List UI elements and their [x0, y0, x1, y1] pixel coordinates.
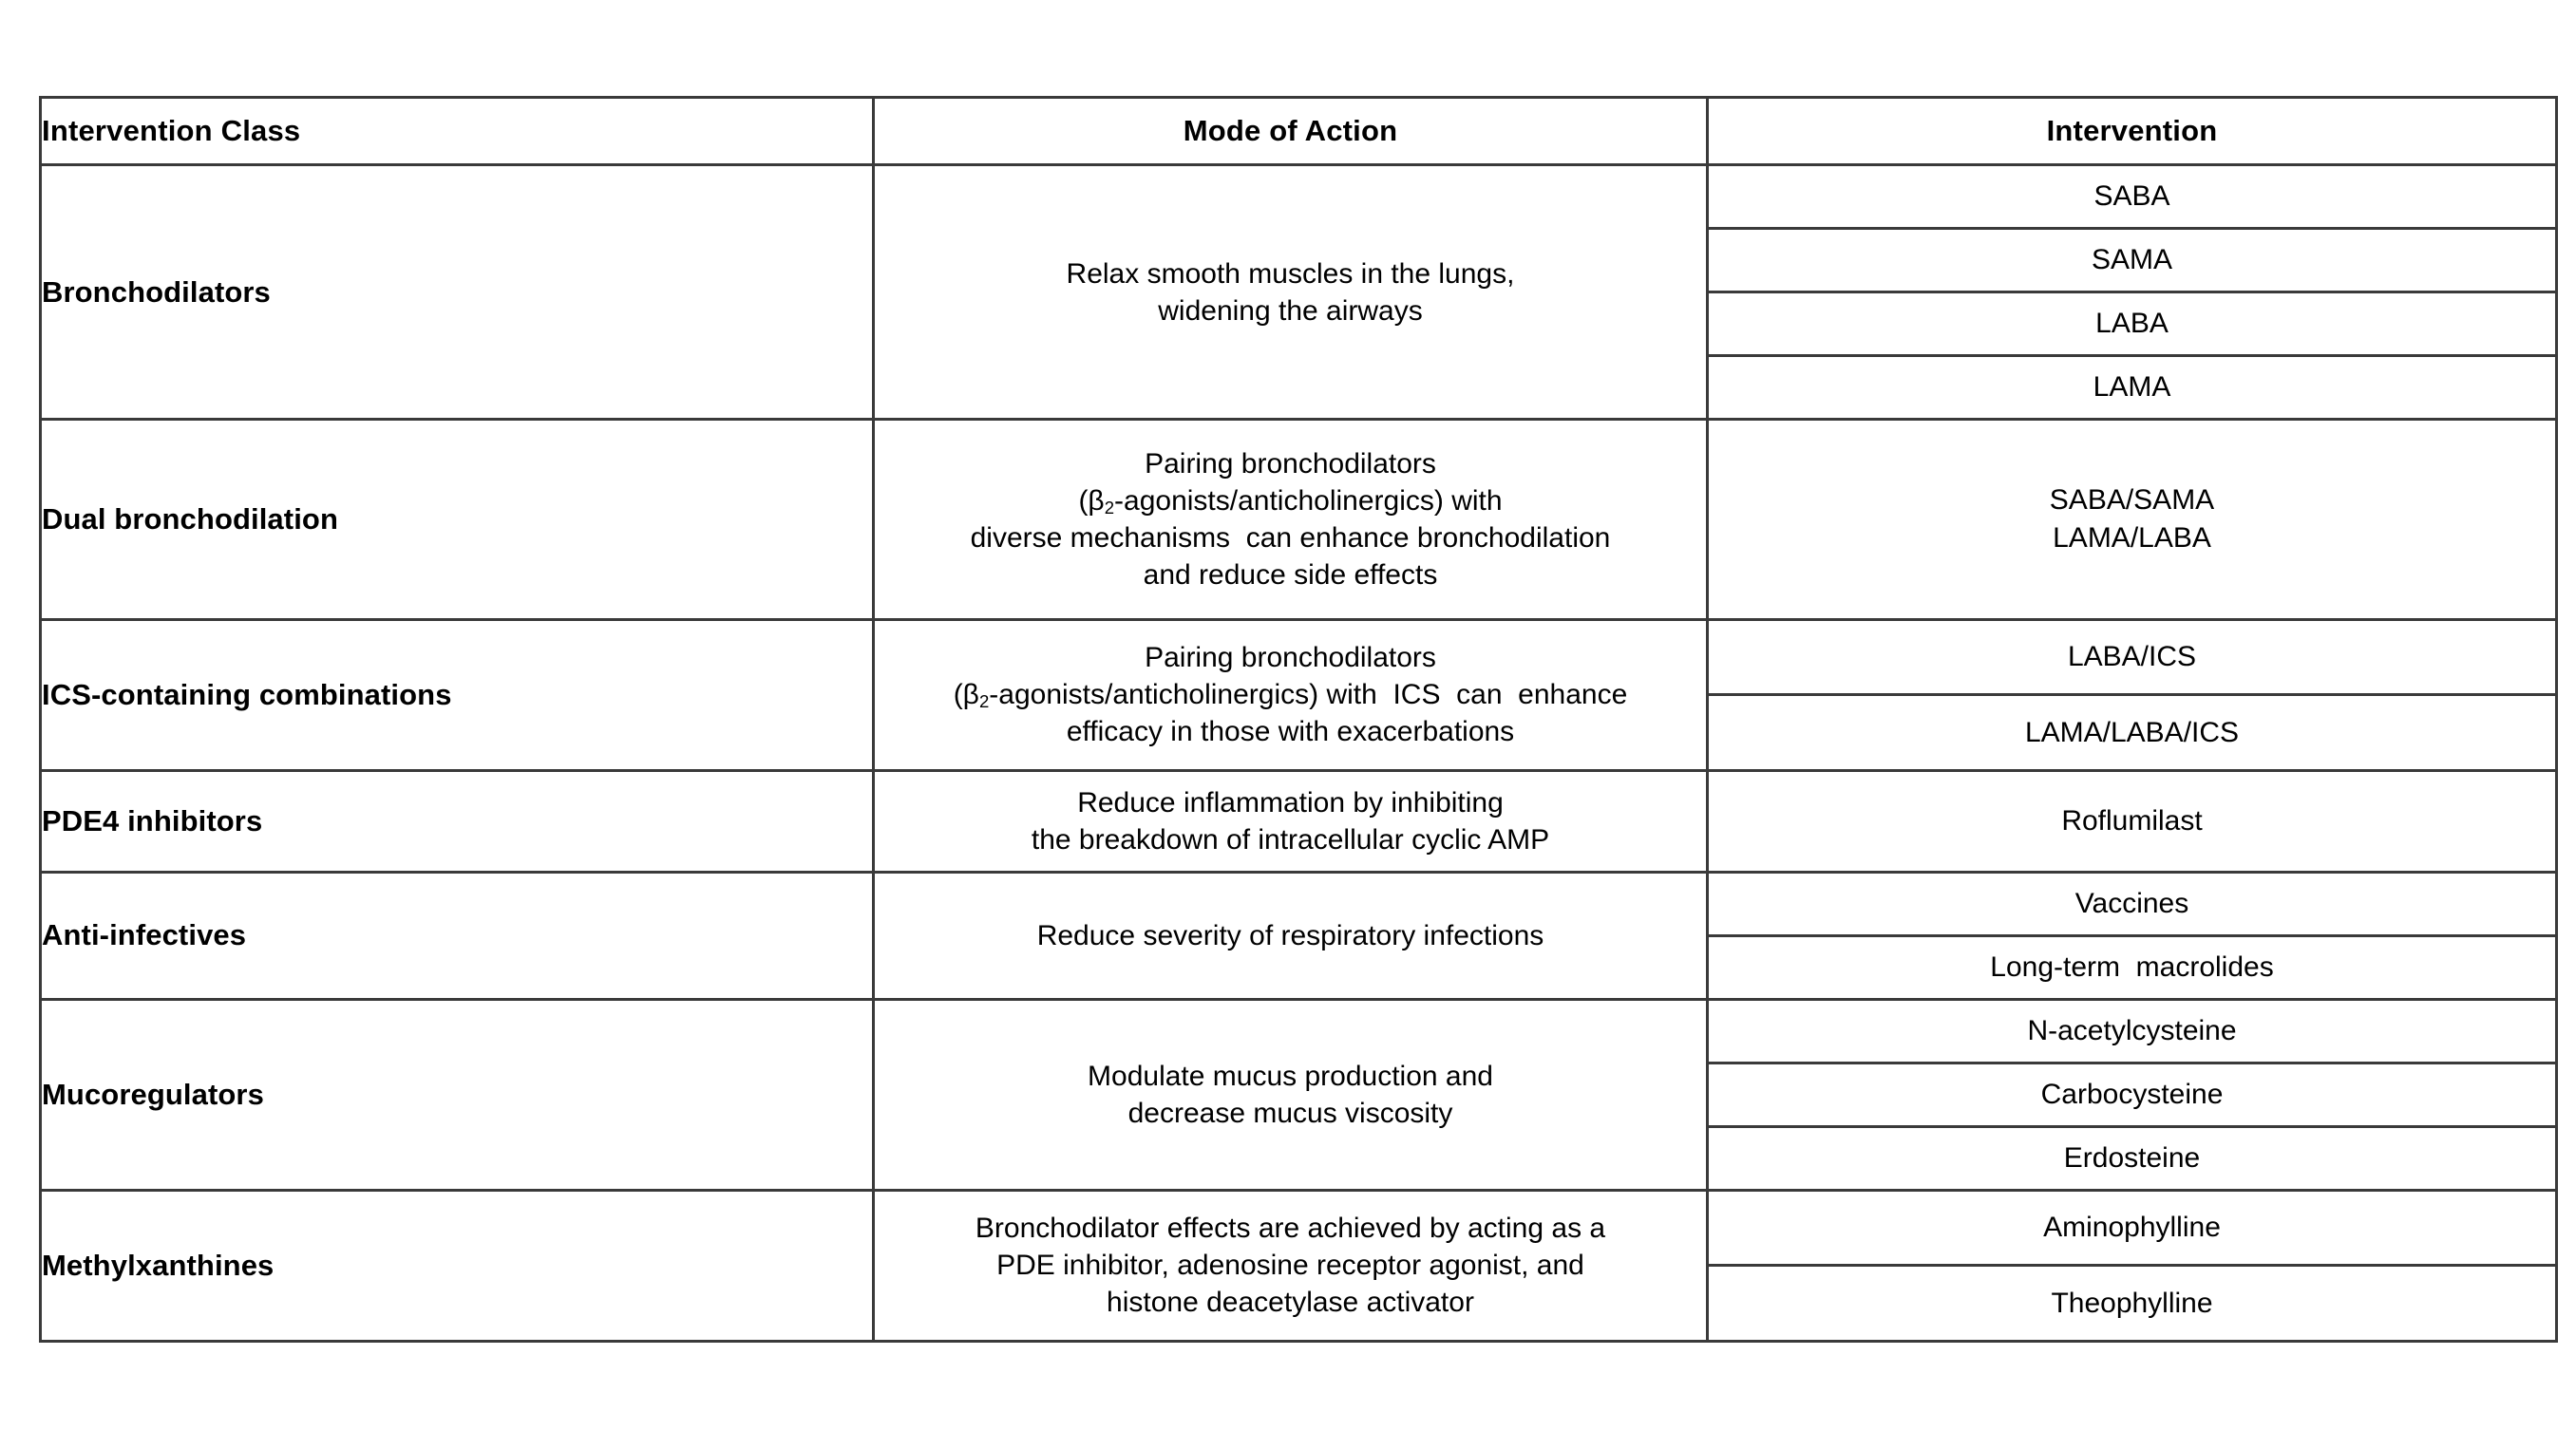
cell-mode-of-action: Reduce inflammation by inhibiting the breakdown of intracellular cyclic AMP — [874, 770, 1708, 872]
intervention-subrow — [1709, 1192, 2555, 1266]
intervention-item: Carbocysteine — [1709, 1063, 2555, 1126]
table-row — [41, 165, 2557, 420]
cell-intervention — [1708, 165, 2557, 420]
cell-intervention-class: ICS-containing combinations — [41, 619, 874, 770]
intervention-sublist — [1709, 1192, 2555, 1340]
cell-intervention — [1708, 1190, 2557, 1341]
table-header-row — [41, 98, 2557, 165]
cell-intervention-class: Mucoregulators — [41, 999, 874, 1190]
intervention-subrow — [1709, 695, 2555, 769]
table-header — [41, 98, 2557, 165]
cell-mode-of-action: Bronchodilator effects are achieved by acting as a PDE inhibitor, adenosine receptor agonist, and histone deacetylase activator — [874, 1190, 1708, 1341]
intervention-item: N-acetylcysteine — [1709, 1001, 2555, 1063]
table-row — [41, 872, 2557, 999]
cell-intervention — [1708, 999, 2557, 1190]
column-header-mode-of-action: Mode of Action — [874, 98, 1708, 165]
intervention-item: LAMA/LABA/ICS — [1709, 695, 2555, 769]
cell-intervention-class: Bronchodilators — [41, 165, 874, 420]
table-row — [41, 1190, 2557, 1341]
table-row — [41, 619, 2557, 770]
cell-mode-of-action: Pairing bronchodilators $(\beta_2-agonists/anticholinergics)$ with ICS can enhance efficacy in those with exacerbations — [874, 619, 1708, 770]
cell-mode-of-action: Relax smooth muscles in the lungs, widening the airways — [874, 165, 1708, 420]
intervention-item: SAMA — [1709, 228, 2555, 292]
cell-mode-of-action: Modulate mucus production and decrease mucus viscosity — [874, 999, 1708, 1190]
cell-intervention — [1708, 872, 2557, 999]
intervention-subrow — [1709, 1127, 2555, 1189]
intervention-subrow — [1709, 874, 2555, 936]
cell-mode-of-action: Reduce severity of respiratory infections — [874, 872, 1708, 999]
table-row — [41, 999, 2557, 1190]
intervention-sublist — [1709, 1001, 2555, 1189]
cell-intervention — [1708, 619, 2557, 770]
intervention-subrow — [1709, 1266, 2555, 1340]
intervention-item: SABA/SAMA — [2049, 484, 2215, 517]
table-row — [41, 420, 2557, 620]
intervention-subrow — [1709, 356, 2555, 418]
intervention-sublist — [1709, 621, 2555, 769]
column-header-intervention-class: Intervention Class — [41, 98, 874, 165]
intervention-subrow — [1709, 228, 2555, 292]
cell-intervention — [1708, 770, 2557, 872]
intervention-item: LAMA — [1709, 356, 2555, 418]
intervention-item: Roflumilast — [2061, 804, 2203, 837]
intervention-item: Long-term macrolides — [1709, 935, 2555, 998]
intervention-item: Aminophylline — [1709, 1192, 2555, 1266]
cell-intervention-class: Methylxanthines — [41, 1190, 874, 1341]
cell-intervention-class: Anti-infectives — [41, 872, 874, 999]
intervention-subrow — [1709, 292, 2555, 356]
intervention-item: SABA — [1709, 166, 2555, 228]
column-header-intervention: Intervention — [1708, 98, 2557, 165]
intervention-subrow — [1709, 166, 2555, 228]
intervention-subrow — [1709, 621, 2555, 695]
intervention-item: Theophylline — [1709, 1266, 2555, 1340]
table-body — [41, 165, 2557, 1342]
intervention-item: LAMA/LABA — [2053, 521, 2211, 554]
intervention-table-container — [39, 96, 2555, 1343]
cell-mode-of-action: Pairing bronchodilators $(\beta_2-agonists/anticholinergics)$ with diverse mechanisms can enhance bronchodilation and reduce side effects — [874, 420, 1708, 620]
cell-intervention — [1708, 420, 2557, 620]
intervention-sublist — [1709, 166, 2555, 418]
cell-intervention-class: Dual bronchodilation — [41, 420, 874, 620]
intervention-item: Erdosteine — [1709, 1127, 2555, 1189]
intervention-sublist — [1709, 874, 2555, 998]
intervention-subrow — [1709, 1001, 2555, 1063]
intervention-item: Vaccines — [1709, 874, 2555, 936]
intervention-item: LABA/ICS — [1709, 621, 2555, 695]
intervention-subrow — [1709, 935, 2555, 998]
cell-intervention-class: PDE4 inhibitors — [41, 770, 874, 872]
table-row — [41, 770, 2557, 872]
intervention-item: LABA — [1709, 292, 2555, 356]
copd-intervention-table — [39, 96, 2558, 1343]
intervention-subrow — [1709, 1063, 2555, 1126]
